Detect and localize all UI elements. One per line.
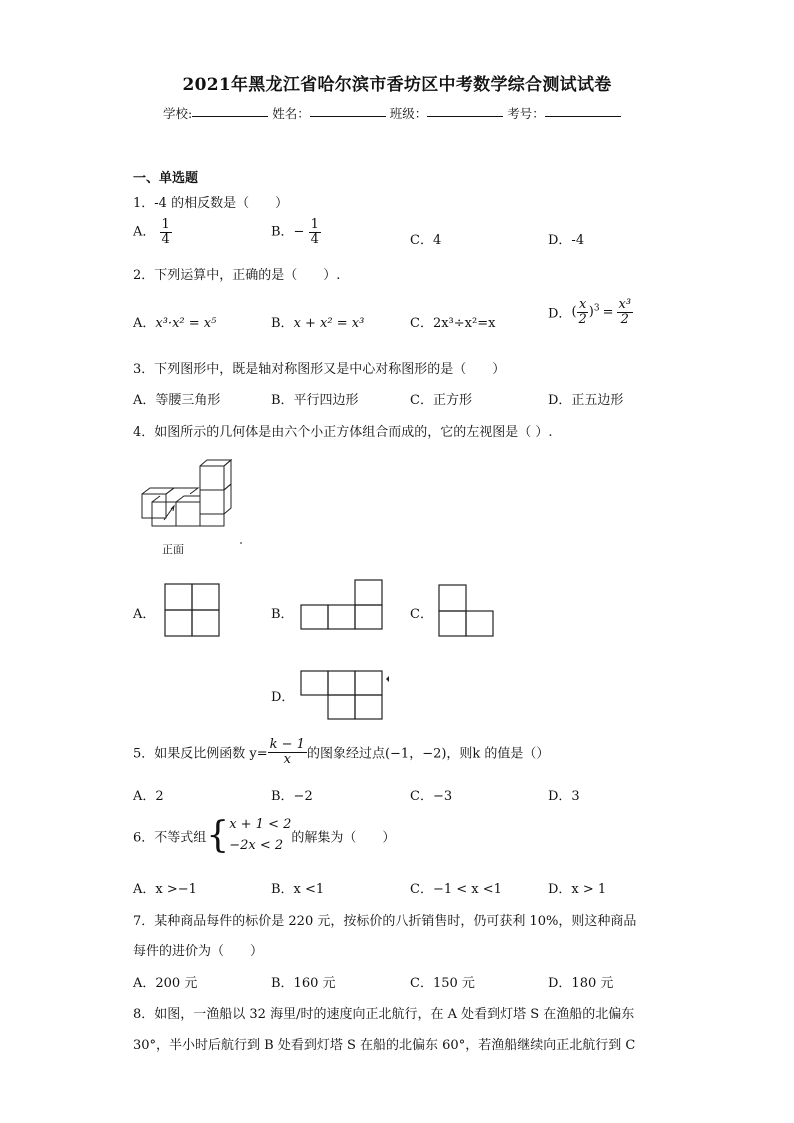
q7-option-b: B．160 元 [271, 976, 336, 991]
q3-option-d: D．正五边形 [548, 393, 624, 408]
q1-option-a: A． $\frac{1}{4}$ [133, 217, 170, 247]
q1-option-b: B．− $\frac{1}{4}$ [271, 217, 319, 247]
q6-option-a: A．x >−1 [133, 882, 197, 897]
name-label: 姓名： [272, 106, 310, 121]
q6-option-d: D．x > 1 [548, 882, 607, 897]
q5-option-c: C．−3 [410, 789, 453, 804]
brace: { [206, 814, 230, 856]
q4-option-b-figure [300, 579, 384, 631]
q6-option-c: C．−1 < x <1 [410, 882, 502, 897]
q2-option-b: B．x + x² = x³ [271, 316, 365, 331]
fraction: $\frac{1}{4}$ [310, 217, 319, 247]
q5-option-b: B．−2 [271, 789, 313, 804]
q2-option-c: C．2x³÷x²=x [410, 316, 496, 331]
q2-option-d: D．( $\frac{x}{2}$ )$^3$ = $\frac{\text{x³}}{2}$ [548, 297, 632, 327]
q1-stem: 1．-4 的相反数是（ ） [133, 196, 289, 211]
q4-option-c-label: C． [410, 607, 433, 622]
q5-stem: 5．如果反比例函数 y= $\frac{k - 1}{x}$ 的图象经过点(−1，−2)，则k 的值是（） [133, 737, 550, 767]
q1-option-d: D．-4 [548, 233, 585, 248]
q5-option-d: D．3 [548, 789, 580, 804]
q4-option-d-label: D． [271, 690, 295, 705]
q3-option-b: B．平行四边形 [271, 393, 359, 408]
q8-line1: 8．如图，一渔船以 32 海里/时的速度向正北航行，在 A 处看到灯塔 S 在渔船的北偏东 [133, 1007, 635, 1022]
q6-option-b: B．x <1 [271, 882, 325, 897]
q7-line1: 7．某种商品每件的标价是 220 元，按标价的八折销售时，仍可获利 10%，则这种商品 [133, 914, 637, 929]
q1-option-c: C．4 [410, 233, 442, 248]
q3-stem: 3．下列图形中，既是轴对称图形又是中心对称图形的是（ ） [133, 362, 506, 377]
q5-option-a: A．2 [133, 789, 164, 804]
section-heading: 一、单选题 [133, 171, 199, 186]
q7-option-d: D．180 元 [548, 976, 614, 991]
page-title: 2021年黑龙江省哈尔滨市香坊区中考数学综合测试试卷 [182, 75, 612, 95]
q4-option-a-label: A． [133, 607, 156, 622]
q6-stem: 6．不等式组{ x + 1 < 2 −2x < 2 的解集为（ ） [133, 814, 396, 856]
class-label: 班级： [389, 106, 428, 121]
q7-option-a: A．200 元 [133, 976, 198, 991]
class-field[interactable] [427, 104, 503, 117]
front-label: 正面 [162, 543, 184, 556]
q2-option-a: A．x³·x² = x⁵ [133, 316, 217, 331]
fraction: $\frac{k - 1}{x}$ [269, 737, 305, 767]
school-label: 学校: [163, 106, 193, 121]
student-info-row [163, 104, 625, 122]
q4-option-c-figure [438, 584, 496, 638]
q4-stem: 4．如图所示的几何体是由六个小正方体组合而成的，它的左视图是（ ）. [133, 425, 553, 440]
q8-line2: 30°，半小时后航行到 B 处看到灯塔 S 在船的北偏东 60°，若渔船继续向正北航行到 C [133, 1038, 636, 1053]
school-field[interactable] [192, 104, 268, 117]
q4-option-b-label: B． [271, 607, 294, 622]
q4-solid-figure [130, 458, 250, 558]
q4-option-d-figure [300, 670, 392, 722]
fraction: $\frac{1}{4}$ [161, 217, 170, 247]
q2-stem: 2．下列运算中，正确的是（ ）. [133, 268, 341, 283]
q4-option-a-figure [164, 583, 220, 637]
exam-number-field[interactable] [545, 104, 621, 117]
q3-option-c: C．正方形 [410, 393, 472, 408]
q7-line2: 每件的进价为（ ） [133, 944, 264, 959]
inequality-system: x + 1 < 2 −2x < 2 [229, 817, 292, 853]
name-field[interactable] [310, 104, 386, 117]
q7-option-c: C．150 元 [410, 976, 475, 991]
q3-option-a: A．等腰三角形 [133, 393, 221, 408]
exam-number-label: 考号： [507, 106, 545, 121]
